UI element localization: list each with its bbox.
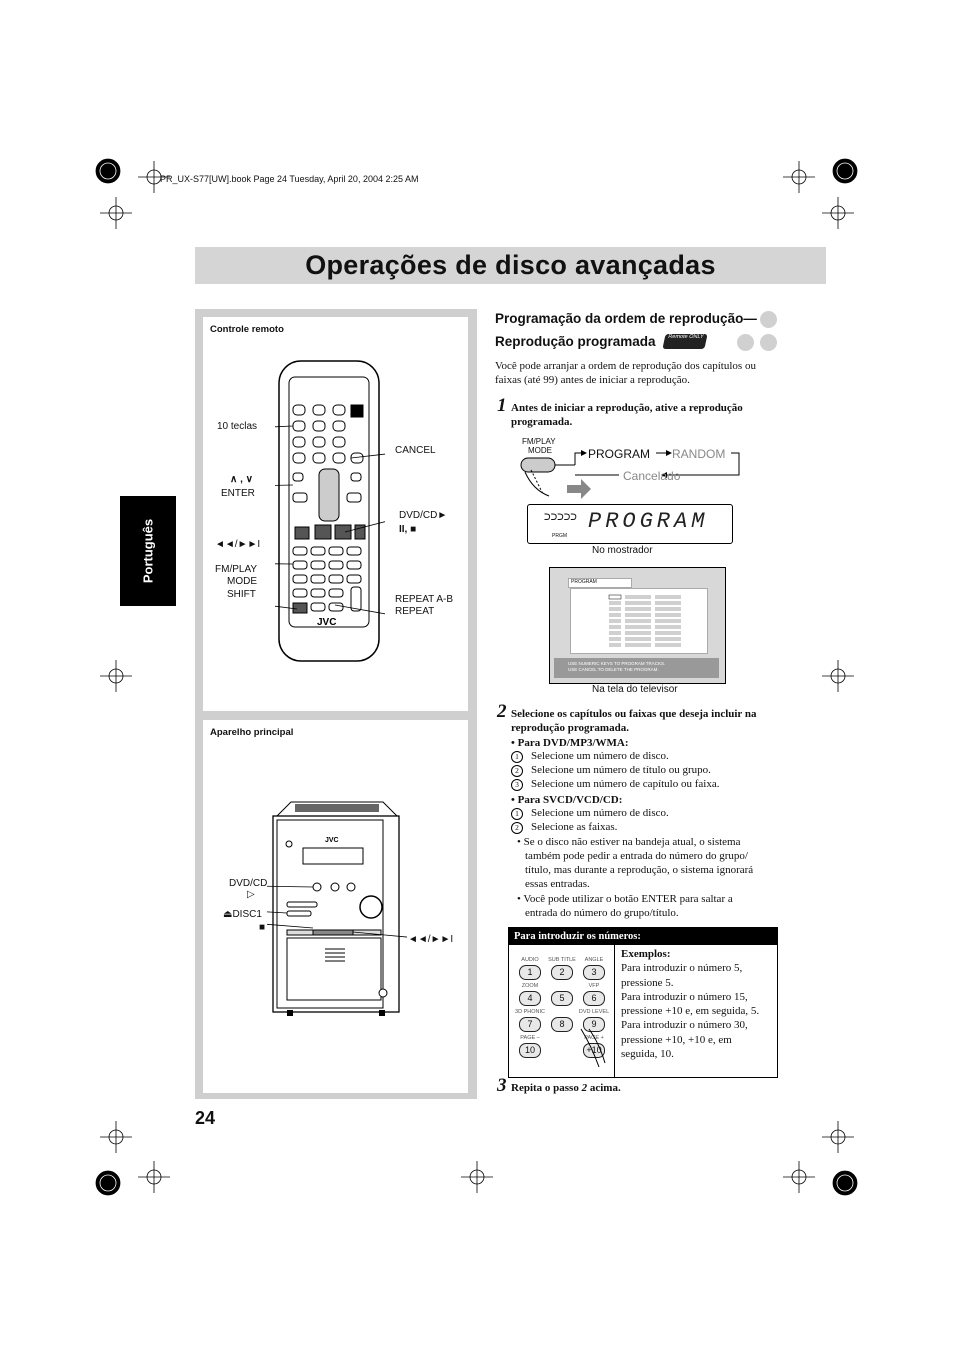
item-number: 3 bbox=[511, 779, 523, 791]
example-line: Para introduzir o número 30, bbox=[621, 1019, 748, 1032]
display-text: PROGRAM bbox=[588, 509, 709, 534]
numbers-box-heading: Para introduzir os números: bbox=[509, 928, 777, 945]
file-info: PR_UX-S77[UW].book Page 24 Tuesday, April 20, 2004 2:25 AM bbox=[160, 174, 419, 184]
label-fmplay: FM/PLAY bbox=[215, 564, 258, 575]
note2-line: entrada do número do grupo/título. bbox=[525, 907, 679, 919]
examples-title: Exemplos: bbox=[621, 948, 671, 960]
item-text: Selecione um número de disco. bbox=[531, 750, 669, 762]
label-enter: ENTER bbox=[221, 488, 255, 499]
note1-line: • Se o disco não estiver na bandeja atual, o sistema bbox=[517, 836, 741, 848]
label-pause-stop: II, ■ bbox=[399, 524, 417, 535]
label-cancel: CANCEL bbox=[395, 445, 436, 456]
item-number: 2 bbox=[511, 765, 523, 777]
language-tab-label: Português bbox=[140, 518, 156, 584]
item-text: Selecione um número de capítulo ou faixa. bbox=[531, 778, 720, 790]
step1-line-1: Antes de iniciar a reprodução, ative a reprodução bbox=[511, 402, 743, 414]
note2-line: • Você pode utilizar o botão ENTER para saltar a bbox=[517, 893, 733, 905]
svcd-item bbox=[511, 807, 669, 820]
key-5: 5 bbox=[551, 991, 573, 1006]
diagram-mode: MODE bbox=[528, 446, 552, 455]
main-unit-box bbox=[203, 720, 468, 1093]
key-2: 2 bbox=[551, 965, 573, 980]
step3-text bbox=[511, 1081, 621, 1095]
main-label-stop: ■ bbox=[259, 922, 266, 933]
main-label-skip: ◄◄/►►I bbox=[408, 934, 454, 945]
item-text: Selecione um número de título ou grupo. bbox=[531, 764, 711, 776]
heading-dot bbox=[760, 334, 777, 351]
caption-tv: Na tela do televisor bbox=[592, 684, 678, 695]
example-line: seguida, 10. bbox=[621, 1048, 674, 1061]
step3-number: 3 bbox=[497, 1075, 507, 1096]
svcd-heading: • Para SVCD/VCD/CD: bbox=[511, 794, 623, 806]
step3-text-end: acima. bbox=[587, 1082, 621, 1094]
left-panel bbox=[195, 309, 477, 1099]
step3-text-italic: 2 bbox=[581, 1082, 588, 1094]
caption-display: No mostrador bbox=[592, 545, 653, 556]
item-number: 2 bbox=[511, 822, 523, 834]
main-label-dvdcd: DVD/CD bbox=[229, 878, 268, 889]
tv-footer bbox=[554, 658, 719, 678]
heading-dot bbox=[760, 311, 777, 328]
label-repeat-ab: REPEAT A-B bbox=[395, 594, 453, 605]
key-label: SUB TITLE bbox=[548, 957, 576, 963]
note1-line: essas entradas. bbox=[525, 878, 590, 890]
tv-tab bbox=[568, 578, 632, 588]
diagram-program: PROGRAM bbox=[588, 447, 651, 461]
tv-grid bbox=[571, 589, 707, 653]
item-text: Selecione as faixas. bbox=[531, 821, 618, 833]
language-tab bbox=[120, 496, 176, 606]
step3-text-start: Repita o passo bbox=[511, 1082, 582, 1094]
front-display bbox=[527, 504, 733, 544]
tv-screen bbox=[549, 567, 726, 684]
example-line: pressione 5. bbox=[621, 976, 674, 989]
section-heading-2: Reprodução programada bbox=[495, 334, 656, 349]
numbers-box bbox=[508, 927, 778, 1078]
section-heading-1: Programação da ordem de reprodução— bbox=[495, 311, 757, 326]
label-mode: MODE bbox=[227, 576, 257, 587]
key-9: 9 bbox=[583, 1017, 605, 1032]
key-4: 4 bbox=[519, 991, 541, 1006]
dvd-item bbox=[511, 750, 669, 763]
svcd-item bbox=[511, 821, 617, 834]
page-number: 24 bbox=[195, 1108, 216, 1128]
intro-line-2: faixas (até 99) antes de iniciar a reprodução. bbox=[495, 374, 690, 386]
key-7: 7 bbox=[519, 1017, 541, 1032]
step2-number: 2 bbox=[497, 701, 507, 722]
keypad bbox=[509, 945, 614, 1077]
key-label: VFP bbox=[588, 983, 600, 989]
step2-line-2: reprodução programada. bbox=[511, 722, 629, 734]
diagram-fmplay: FM/PLAY bbox=[522, 437, 556, 446]
step1-number: 1 bbox=[497, 395, 507, 416]
key-label: AUDIO bbox=[521, 957, 539, 963]
main-label-disc1: ⏏DISC1 bbox=[223, 909, 262, 920]
display-disc-indicators: ᑐᑐᑐᑐᑐ bbox=[544, 513, 577, 523]
label-updown: ∧ , ∨ bbox=[230, 474, 253, 485]
label-dvdcd: DVD/CD► bbox=[399, 510, 448, 521]
key-label: DVD LEVEL bbox=[578, 1009, 610, 1015]
item-text: Selecione um número de disco. bbox=[531, 807, 669, 819]
step1-line-2: programada. bbox=[511, 416, 573, 428]
tv-footer-1: USE NUMERIC KEYS TO PROGRAM TRACKS. bbox=[568, 661, 666, 666]
label-repeat: REPEAT bbox=[395, 606, 435, 617]
step2-line-1: Selecione os capítulos ou faixas que deseja incluir na bbox=[511, 708, 757, 720]
key-plus10: +10 bbox=[583, 1043, 605, 1058]
dvd-item bbox=[511, 778, 719, 791]
remote-title: Controle remoto bbox=[210, 324, 284, 335]
main-unit-illustration bbox=[267, 798, 407, 1018]
key-10: 10 bbox=[519, 1043, 541, 1058]
remote-brand: JVC bbox=[317, 617, 337, 628]
key-label: PAGE + bbox=[584, 1035, 604, 1041]
tv-footer-2: USE CANCEL TO DELETE THE PROGRAM. bbox=[568, 667, 659, 672]
tv-title: PROGRAM bbox=[571, 579, 597, 585]
finger-icon bbox=[577, 1027, 607, 1071]
title-bar bbox=[195, 247, 826, 284]
remote-control-illustration bbox=[275, 357, 385, 669]
label-ten-keys: 10 teclas bbox=[217, 421, 258, 432]
key-label: ANGLE bbox=[584, 957, 604, 963]
key-label: ZOOM bbox=[521, 983, 539, 989]
label-skip: ◄◄/►►I bbox=[215, 539, 261, 550]
tv-table bbox=[570, 588, 708, 654]
dvd-heading: • Para DVD/MP3/WMA: bbox=[511, 737, 629, 749]
item-number: 1 bbox=[511, 808, 523, 820]
page-title: Operações de disco avançadas bbox=[305, 250, 716, 280]
item-number: 1 bbox=[511, 751, 523, 763]
remote-only-badge bbox=[662, 334, 707, 349]
main-brand: JVC bbox=[325, 837, 339, 844]
numbers-divider bbox=[614, 945, 615, 1077]
main-unit-title: Aparelho principal bbox=[210, 727, 294, 738]
example-line: Para introduzir o número 15, bbox=[621, 990, 748, 1003]
examples bbox=[621, 947, 759, 1061]
main-label-play: ▷ bbox=[247, 889, 255, 900]
key-8: 8 bbox=[551, 1017, 573, 1032]
note1-line: também pode pedir a entrada do número do grupo/ bbox=[525, 850, 748, 862]
diagram-random: RANDOM bbox=[672, 447, 726, 461]
dvd-item bbox=[511, 764, 711, 777]
key-6: 6 bbox=[583, 991, 605, 1006]
remote-box bbox=[203, 317, 468, 711]
diagram-cancelado: Cancelado bbox=[623, 469, 681, 483]
example-line: pressione +10, +10 e, em bbox=[621, 1033, 732, 1046]
example-line: Para introduzir o número 5, bbox=[621, 962, 743, 975]
remote-only-badge-text: Remote ONLY bbox=[667, 334, 705, 340]
note1-line: título, mas durante a reprodução, o sistema ignorará bbox=[525, 864, 754, 876]
label-shift: SHIFT bbox=[227, 589, 256, 600]
key-label: 3D PHONIC bbox=[515, 1009, 545, 1015]
example-line: pressione +10 e, em seguida, 5. bbox=[621, 1005, 760, 1018]
key-label: PAGE – bbox=[520, 1035, 540, 1041]
heading-dot bbox=[737, 334, 754, 351]
intro-line-1: Você pode arranjar a ordem de reprodução dos capítulos ou bbox=[495, 360, 756, 372]
display-prgm: PRGM bbox=[552, 533, 567, 539]
key-1: 1 bbox=[519, 965, 541, 980]
key-3: 3 bbox=[583, 965, 605, 980]
